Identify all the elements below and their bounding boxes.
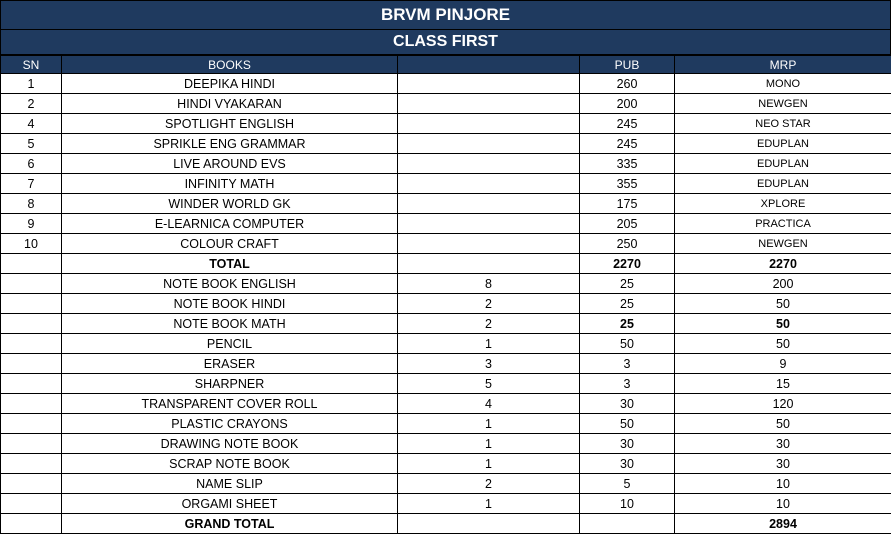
table-row [1,174,891,194]
cell-pub: 3 [580,374,675,394]
cell-sn [1,294,62,314]
cell-qty [398,174,580,194]
cell-pub: 335 [580,154,675,174]
cell-sn [1,494,62,514]
cell-book-name: COLOUR CRAFT [62,234,398,254]
table-row [1,114,891,134]
cell-item-name: SHARPNER [62,374,398,394]
cell-book-name: HINDI VYAKARAN [62,94,398,114]
cell-pub: 50 [580,414,675,434]
cell-pub: 25 [580,314,675,334]
table-row [1,474,891,494]
table-row [1,234,891,254]
cell-sn: 10 [1,234,62,254]
cell-sn: 4 [1,114,62,134]
cell-mrp: PRACTICA [675,214,891,234]
class-title [0,30,891,55]
table-row [1,294,891,314]
cell-qty [398,234,580,254]
cell-book-name: SPRIKLE ENG GRAMMAR [62,134,398,154]
cell-mrp: NEWGEN [675,94,891,114]
table-row [1,354,891,374]
cell-mrp: 50 [675,334,891,354]
cell-sn [1,354,62,374]
cell-pub: 245 [580,114,675,134]
cell-qty: 2 [398,314,580,334]
cell-sn [1,334,62,354]
cell-item-name: NAME SLIP [62,474,398,494]
booklist-table [0,55,891,534]
cell-pub [580,514,675,534]
cell-book-name: INFINITY MATH [62,174,398,194]
cell-item-name: ORGAMI SHEET [62,494,398,514]
cell-mrp: 9 [675,354,891,374]
grand-total-label: GRAND TOTAL [62,514,398,534]
table-row [1,194,891,214]
cell-qty: 2 [398,294,580,314]
cell-pub: 245 [580,134,675,154]
cell-qty [398,254,580,274]
cell-sn: 9 [1,214,62,234]
cell-mrp: 200 [675,274,891,294]
cell-mrp: 50 [675,314,891,334]
table-header-row [1,56,891,74]
table-row [1,74,891,94]
column-header-mrp: MRP [675,56,891,74]
cell-mrp: XPLORE [675,194,891,214]
school-title [0,0,891,30]
cell-mrp: EDUPLAN [675,154,891,174]
total-label: TOTAL [62,254,398,274]
cell-sn [1,374,62,394]
cell-qty [398,114,580,134]
table-row [1,454,891,474]
cell-qty [398,134,580,154]
cell-pub: 200 [580,94,675,114]
cell-mrp: 30 [675,434,891,454]
column-header-pub: PUB [580,56,675,74]
cell-sn: 2 [1,94,62,114]
table-row [1,434,891,454]
cell-pub: 5 [580,474,675,494]
cell-mrp: 50 [675,294,891,314]
cell-sn: 5 [1,134,62,154]
cell-qty: 8 [398,274,580,294]
cell-sn [1,434,62,454]
cell-book-name: E-LEARNICA COMPUTER [62,214,398,234]
cell-mrp: NEWGEN [675,234,891,254]
cell-item-name: PENCIL [62,334,398,354]
cell-qty [398,214,580,234]
cell-item-name: DRAWING NOTE BOOK [62,434,398,454]
cell-qty: 5 [398,374,580,394]
cell-qty [398,74,580,94]
cell-qty: 4 [398,394,580,414]
table-row [1,214,891,234]
cell-sn: 8 [1,194,62,214]
cell-mrp: NEO STAR [675,114,891,134]
cell-mrp: MONO [675,74,891,94]
cell-qty: 1 [398,494,580,514]
grand-total-mrp: 2894 [675,514,891,534]
table-body [1,74,891,534]
cell-qty [398,194,580,214]
table-row [1,154,891,174]
cell-pub: 250 [580,234,675,254]
column-header-sn: SN [1,56,62,74]
table-row [1,394,891,414]
cell-pub: 175 [580,194,675,214]
cell-mrp: 50 [675,414,891,434]
cell-qty: 1 [398,334,580,354]
table-row [1,134,891,154]
table-row [1,314,891,334]
cell-qty [398,94,580,114]
cell-sn [1,474,62,494]
cell-item-name: PLASTIC CRAYONS [62,414,398,434]
cell-sn [1,414,62,434]
cell-pub: 25 [580,294,675,314]
cell-qty: 2 [398,474,580,494]
cell-qty: 3 [398,354,580,374]
cell-mrp: 10 [675,474,891,494]
cell-pub: 30 [580,434,675,454]
cell-mrp: 30 [675,454,891,474]
cell-pub: 10 [580,494,675,514]
table-row [1,274,891,294]
cell-qty: 1 [398,414,580,434]
cell-pub: 30 [580,454,675,474]
cell-sn [1,454,62,474]
total-pub: 2270 [580,254,675,274]
class-title-text: CLASS FIRST [393,33,498,50]
cell-sn [1,314,62,334]
cell-item-name: NOTE BOOK ENGLISH [62,274,398,294]
table-row [1,94,891,114]
cell-mrp: 15 [675,374,891,394]
cell-mrp: 10 [675,494,891,514]
cell-qty [398,514,580,534]
cell-item-name: ERASER [62,354,398,374]
cell-item-name: NOTE BOOK MATH [62,314,398,334]
cell-sn [1,254,62,274]
cell-book-name: SPOTLIGHT ENGLISH [62,114,398,134]
table-row [1,494,891,514]
cell-pub: 3 [580,354,675,374]
cell-sn [1,274,62,294]
total-mrp: 2270 [675,254,891,274]
cell-mrp: 120 [675,394,891,414]
table-row [1,334,891,354]
cell-qty: 1 [398,454,580,474]
cell-item-name: NOTE BOOK HINDI [62,294,398,314]
cell-sn [1,514,62,534]
column-header-qty [398,56,580,74]
cell-sn [1,394,62,414]
table-row [1,374,891,394]
cell-qty: 1 [398,434,580,454]
column-header-books: BOOKS [62,56,398,74]
cell-mrp: EDUPLAN [675,134,891,154]
cell-pub: 50 [580,334,675,354]
cell-qty [398,154,580,174]
cell-item-name: TRANSPARENT COVER ROLL [62,394,398,414]
cell-pub: 205 [580,214,675,234]
cell-book-name: WINDER WORLD GK [62,194,398,214]
cell-sn: 1 [1,74,62,94]
cell-sn: 7 [1,174,62,194]
grand-total-row [1,514,891,534]
table-row [1,414,891,434]
cell-sn: 6 [1,154,62,174]
school-title-text: BRVM PINJORE [380,5,511,24]
cell-pub: 260 [580,74,675,94]
cell-pub: 355 [580,174,675,194]
cell-book-name: DEEPIKA HINDI [62,74,398,94]
cell-book-name: LIVE AROUND EVS [62,154,398,174]
cell-pub: 30 [580,394,675,414]
cell-item-name: SCRAP NOTE BOOK [62,454,398,474]
cell-mrp: EDUPLAN [675,174,891,194]
cell-pub: 25 [580,274,675,294]
total-row [1,254,891,274]
